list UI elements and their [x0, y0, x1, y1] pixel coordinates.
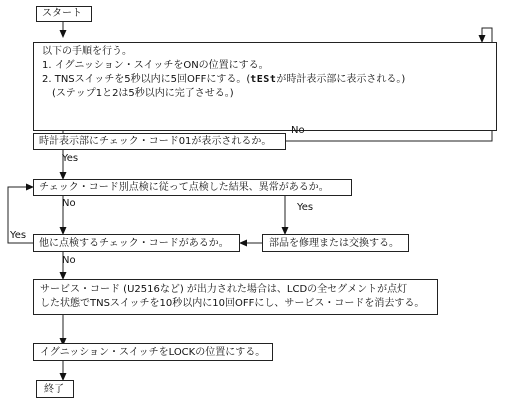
edge-label-inspect-yes: Yes — [297, 202, 314, 213]
service-code-line-1: サービス・コード (U2516など) が出力された場合は、LCDの全セグメントが点灯 — [40, 284, 408, 295]
ignition-lock-label: イグニッション・スイッチをLOCKの位置にする。 — [40, 347, 266, 358]
edge-label-inspect-no: No — [62, 198, 76, 209]
procedure-item-1: 1. イグニッション・スイッチをONの位置にする。 — [42, 60, 269, 71]
test-display-code: tESt — [250, 74, 277, 85]
procedure-step1-box — [33, 42, 497, 131]
service-code-box — [33, 279, 438, 315]
ignition-lock-box — [33, 343, 273, 361]
edge-label-other-yes: Yes — [10, 230, 27, 241]
repair-box — [262, 234, 409, 252]
end-node — [36, 380, 74, 398]
inspection-decision — [33, 179, 352, 196]
repair-label: 部品を修理または交換する。 — [269, 238, 399, 249]
end-label: 終了 — [44, 384, 64, 395]
procedure-note: (ステップ1と2は5秒以内に完了させる。) — [52, 88, 234, 99]
check-code-01-label: 時計表示部にチェック・コード01が表示されるか。 — [39, 136, 272, 147]
inspection-label: チェック・コード別点検に従って点検した結果、異常があるか。 — [39, 182, 329, 193]
procedure-title: 以下の手順を行う。 — [42, 46, 132, 57]
check-code-01-decision — [33, 133, 286, 150]
start-node — [36, 6, 92, 22]
service-code-line-2: した状態でTNSスイッチを10秒以内に10回OFFにし、サービス・コードを消去する。 — [40, 298, 425, 309]
other-codes-label: 他に点検するチェック・コードがあるか。 — [39, 238, 229, 249]
edge-label-other-no: No — [62, 255, 76, 266]
procedure-item-2-post: が時計表示部に表示される。) — [276, 74, 406, 85]
edge-label-check01-yes: Yes — [62, 153, 79, 164]
procedure-item-2 — [42, 73, 496, 87]
other-codes-decision — [33, 234, 240, 252]
edge-label-check01-no: No — [291, 125, 305, 136]
procedure-item-2-pre: 2. TNSスイッチを5秒以内に5回OFFにする。( — [42, 74, 251, 85]
start-label: スタート — [42, 8, 82, 19]
